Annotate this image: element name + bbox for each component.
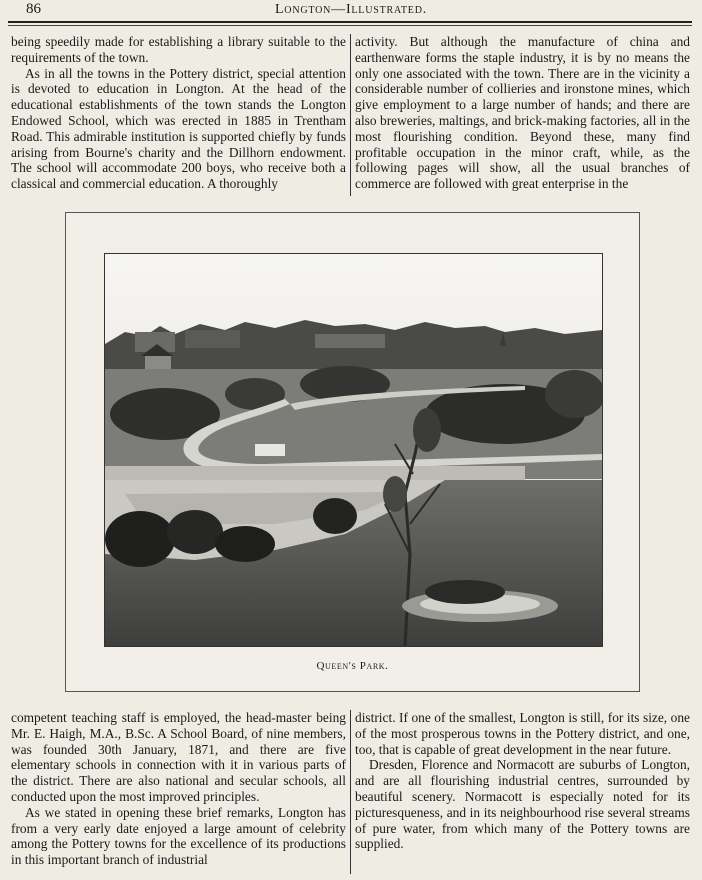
paragraph: As in all the towns in the Pottery district, special attention is devoted to education in Longton. At the head of the educational establishments of the town stands the Longton Endowed School, which was erected in 1885 in Trentham Road. This admirable institution is supported chiefly by funds arising from Bourne's charity and the Dillhorn endowment. The school will accommodate 200 boys, who receive both a classical and commercial education. A thoroughly — [11, 65, 346, 192]
header-rule — [8, 21, 692, 23]
figure-caption: Queen's Park. — [316, 660, 389, 672]
page-header — [8, 0, 694, 22]
column-bottom-right — [355, 710, 690, 874]
paragraph: district. If one of the smallest, Longton is still, for its size, one of the most prosperous towns in the Pottery district, and one, too, that is capable of great development in the near future. — [355, 710, 690, 757]
park-illustration — [105, 254, 602, 646]
column-top-left — [11, 34, 346, 194]
page-number: 86 — [26, 1, 41, 17]
paragraph: activity. But although the manufacture of china and earthenware forms the staple industry, it is by no means the only one associated with the town. There are in the vicinity a considerable number of collieries and ironstone mines, which give employment to a large number of hands; and there are also breweries, maltings, and brick-making factories, all in the most flourishing condition. Beyond these, many find profitable occupation in the minor craft, while, as the following pages will show, all the usual branches of commerce are followed with great enterprise in the — [355, 34, 690, 192]
column-divider — [350, 34, 351, 196]
running-head: Longton—Illustrated. — [274, 2, 428, 17]
column-top-right — [355, 34, 690, 194]
header-rule-thin — [8, 25, 692, 26]
paragraph: competent teaching staff is employed, the head-master being Mr. E. Haigh, M.A., B.Sc. A School Board, of nine members, was founded 30th January, 1871, and there are five elementary schools in connection with it in various parts of the district. There are also national and secular schools, all conducted upon the most improved principles. — [11, 710, 346, 804]
paragraph: As we stated in opening these brief remarks, Longton has from a very early date enjoyed a large amount of celebrity among the Pottery towns for the excellence of its productions in this important branch of industrial — [11, 804, 346, 868]
paragraph: Dresden, Florence and Normacott are suburbs of Longton, and are all flourishing industrial centres, surrounded by beautiful scenery. Normacott is especially noted for its picturesqueness, and in its neighbourhood rise several streams of pure water, from which many of the Pottery towns are supplied. — [355, 757, 690, 852]
column-divider — [350, 710, 351, 874]
column-bottom-left — [11, 710, 346, 874]
park-photograph — [104, 253, 603, 647]
paragraph: being speedily made for establishing a library suitable to the requirements of the town. — [11, 34, 346, 65]
